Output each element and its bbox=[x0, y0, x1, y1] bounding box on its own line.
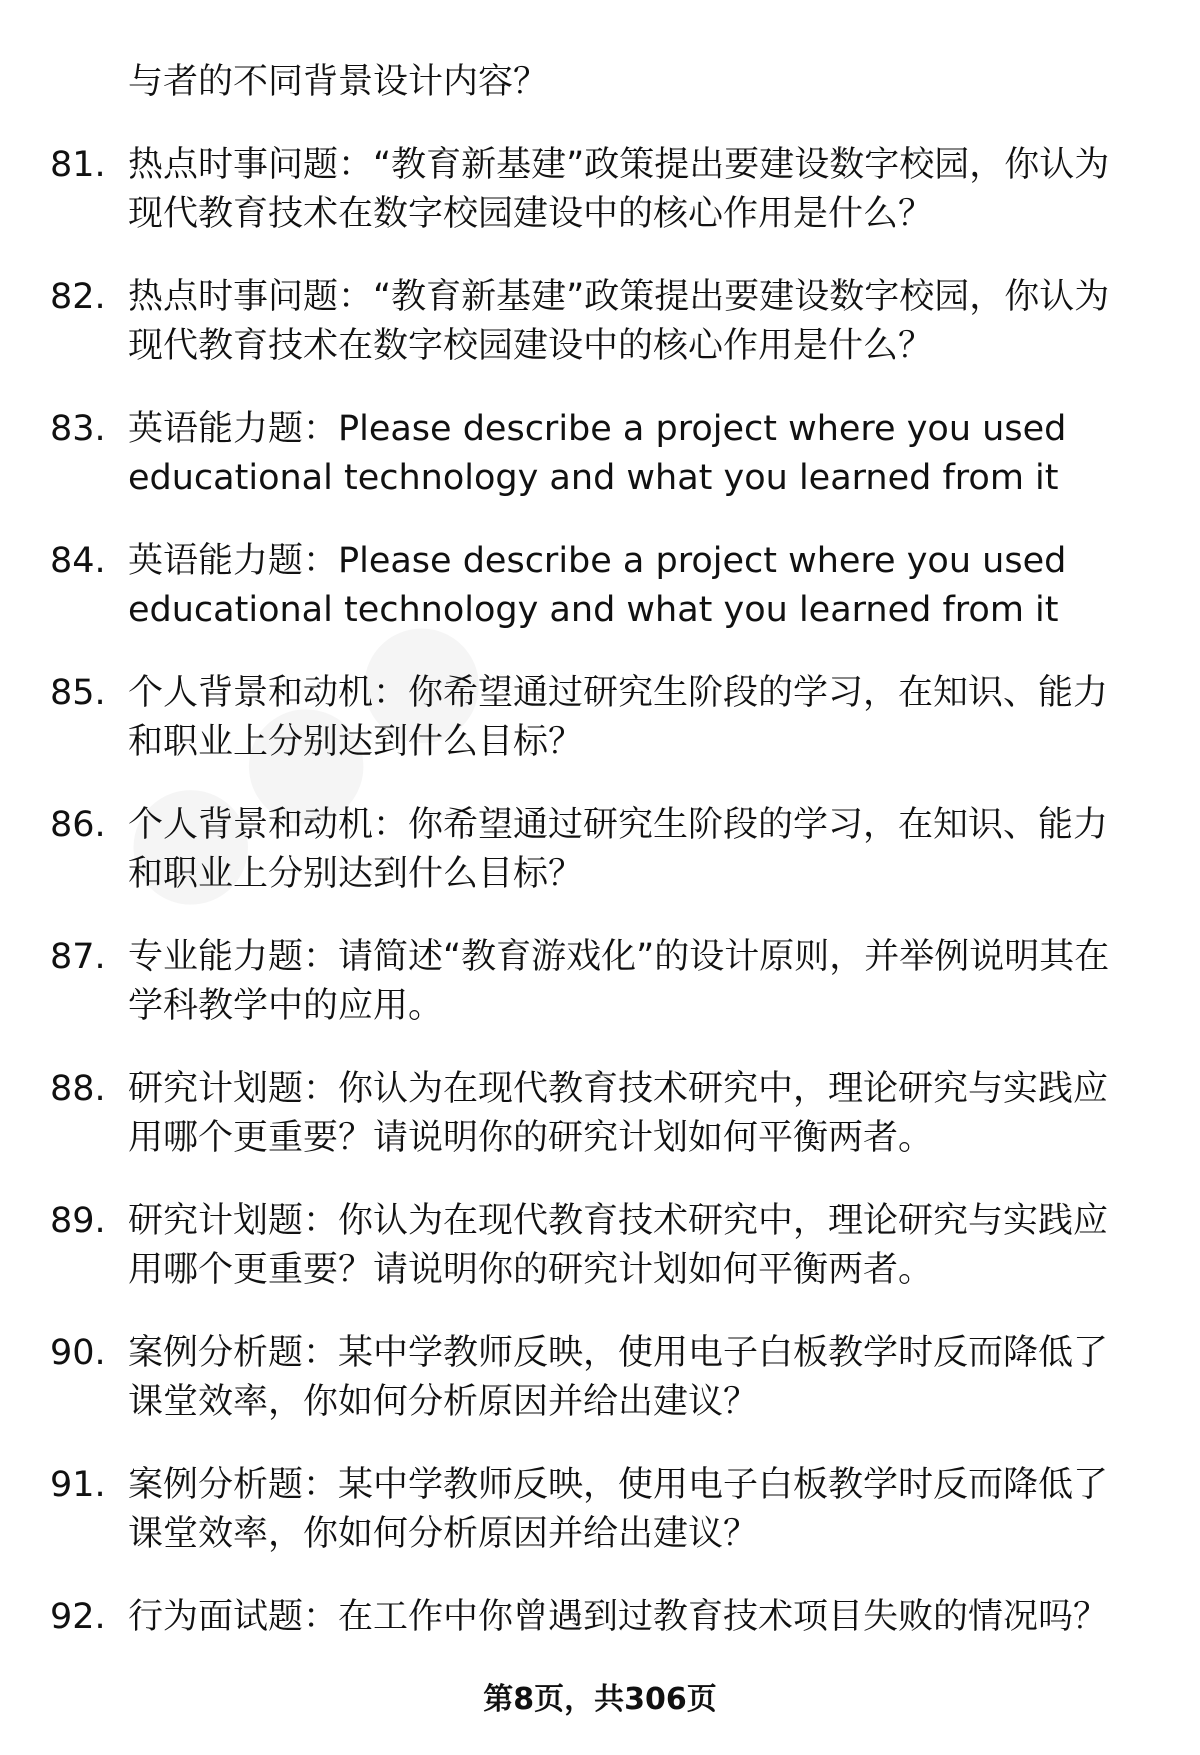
item-text: 英语能力题：Please describe a project where you used educational technology and what you learned from it bbox=[128, 409, 1067, 498]
list-item bbox=[50, 933, 1200, 1031]
item-number: 84. bbox=[50, 541, 106, 581]
item-number: 83. bbox=[50, 409, 106, 449]
item-number: 92. bbox=[50, 1597, 106, 1637]
list-item bbox=[50, 537, 1200, 635]
item-text: 行为面试题：在工作中你曾遇到过教育技术项目失败的情况吗？ bbox=[128, 1597, 1109, 1637]
list-item bbox=[50, 669, 1200, 767]
item-text: 案例分析题：某中学教师反映，使用电子白板教学时反而降低了课堂效率，你如何分析原因并给出建议？ bbox=[128, 1333, 1109, 1422]
list-item bbox=[50, 1593, 1200, 1642]
item-number: 90. bbox=[50, 1333, 106, 1373]
list-item bbox=[50, 1461, 1200, 1559]
item-text: 个人背景和动机：你希望通过研究生阶段的学习，在知识、能力和职业上分别达到什么目标？ bbox=[128, 673, 1109, 762]
item-number: 91. bbox=[50, 1465, 106, 1505]
list-item bbox=[50, 801, 1200, 899]
item-text: 热点时事问题：“教育新基建”政策提出要建设数字校园，你认为现代教育技术在数字校园建设中的核心作用是什么？ bbox=[128, 277, 1110, 366]
item-number: 81. bbox=[50, 145, 106, 185]
list-item bbox=[50, 1065, 1200, 1163]
item-number: 82. bbox=[50, 277, 106, 317]
item-text: 研究计划题：你认为在现代教育技术研究中，理论研究与实践应用哪个更重要？请说明你的研究计划如何平衡两者。 bbox=[128, 1069, 1109, 1158]
item-number: 88. bbox=[50, 1069, 106, 1109]
list-item bbox=[50, 1197, 1200, 1295]
item-text: 个人背景和动机：你希望通过研究生阶段的学习，在知识、能力和职业上分别达到什么目标？ bbox=[128, 805, 1109, 894]
item-number: 86. bbox=[50, 805, 106, 845]
continuation-text: 与者的不同背景设计内容？ bbox=[128, 62, 549, 102]
item-text: 专业能力题：请简述“教育游戏化”的设计原则，并举例说明其在学科教学中的应用。 bbox=[128, 937, 1110, 1026]
item-number: 89. bbox=[50, 1201, 106, 1241]
item-number: 85. bbox=[50, 673, 106, 713]
page-footer: 第8页，共306页 bbox=[483, 1682, 717, 1717]
list-item bbox=[50, 141, 1200, 239]
item-text: 英语能力题：Please describe a project where you used educational technology and what you learned from it bbox=[128, 541, 1067, 630]
item-number: 87. bbox=[50, 937, 106, 977]
list-item bbox=[50, 273, 1200, 371]
list-item bbox=[50, 405, 1200, 503]
item-text: 研究计划题：你认为在现代教育技术研究中，理论研究与实践应用哪个更重要？请说明你的研究计划如何平衡两者。 bbox=[128, 1201, 1109, 1290]
item-text: 热点时事问题：“教育新基建”政策提出要建设数字校园，你认为现代教育技术在数字校园建设中的核心作用是什么？ bbox=[128, 145, 1110, 234]
list-item bbox=[50, 1329, 1200, 1427]
item-text: 案例分析题：某中学教师反映，使用电子白板教学时反而降低了课堂效率，你如何分析原因并给出建议？ bbox=[128, 1465, 1109, 1554]
question-list bbox=[0, 58, 1200, 1676]
